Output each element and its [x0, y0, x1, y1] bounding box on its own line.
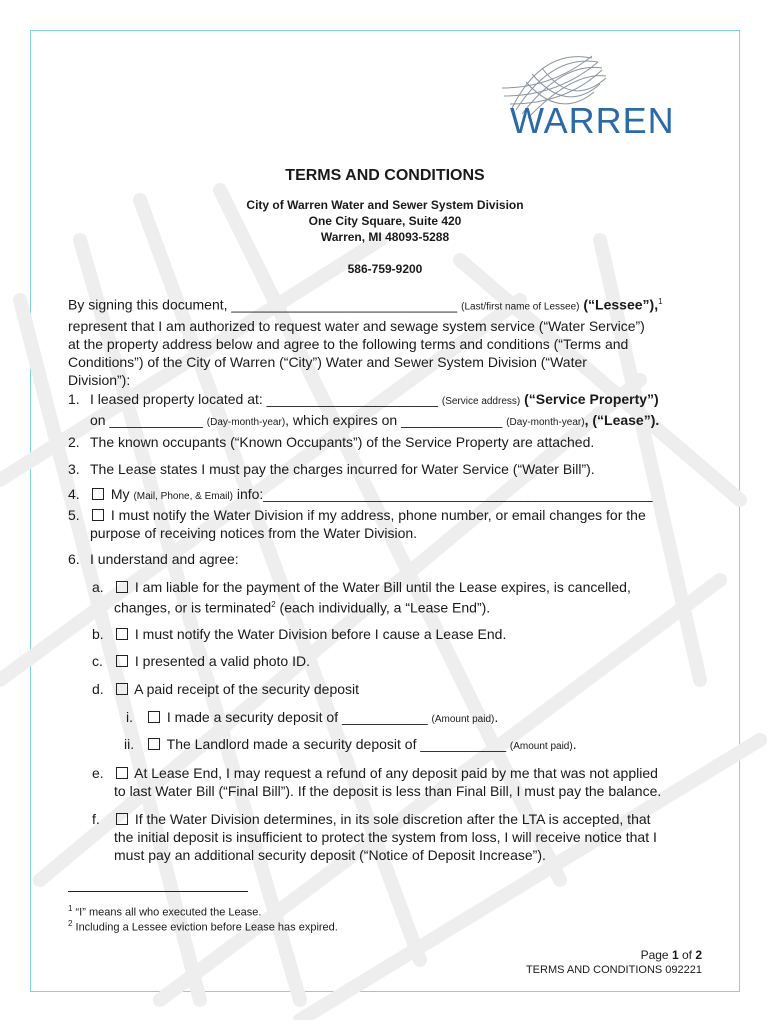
org-name: City of Warren Water and Sewer System Division	[246, 198, 524, 212]
amount-paid-hint: (Amount paid)	[509, 741, 573, 752]
subitem-f	[92, 810, 702, 864]
subitem-d-i: i. I made a security deposit of ___________ (Amount paid).	[126, 709, 499, 725]
subsub-label: i.	[126, 709, 133, 725]
checkbox[interactable]	[116, 628, 128, 640]
date-hint: (Day-month-year)	[206, 417, 286, 428]
subitem-d-text: A paid receipt of the security deposit	[134, 681, 360, 697]
subitem-d-ii-text: The Landlord made a security deposit of ___________	[166, 736, 506, 752]
lessee-term: (“Lessee”),	[583, 296, 659, 313]
subitem-label: c.	[92, 653, 103, 669]
checkbox[interactable]	[116, 813, 128, 825]
org-address-line2: Warren, MI 48093-5288	[320, 230, 450, 244]
checkbox[interactable]	[116, 581, 128, 593]
lease-end-term: (each individually, a “Lease End”).	[275, 599, 491, 616]
warren-logo-text: WARREN	[510, 100, 675, 141]
intro-line1-text: By signing this document, _____________________________	[68, 296, 458, 313]
subitem-c	[92, 652, 702, 670]
subitem-a-line1: I am liable for the payment of the Water Bill until the Lease expires, is cancelled,	[134, 579, 631, 595]
list-item-6	[68, 550, 702, 568]
checkbox[interactable]	[92, 509, 104, 521]
date-hint: (Day-month-year)	[506, 417, 585, 428]
contact-info-blank: info:__________________________________________________	[236, 486, 653, 502]
footnote-mark: 1	[68, 904, 73, 913]
item4-text: My	[110, 486, 130, 502]
page-total: 2	[695, 948, 702, 962]
page-number	[641, 948, 702, 962]
service-address-hint: (Service address)	[441, 396, 521, 407]
subitem-label: f.	[92, 811, 100, 827]
subitem-c-text: I presented a valid photo ID.	[134, 653, 310, 669]
item-number: 5.	[68, 507, 80, 523]
subitem-f-line3: must pay an additional security deposit (“Notice of Deposit Increase”).	[114, 847, 546, 863]
footnote-ref-1: 1	[658, 297, 663, 306]
subitem-a-line2: changes, or is terminated	[114, 599, 272, 616]
item-number: 6.	[68, 551, 80, 567]
item-number: 2.	[68, 434, 80, 450]
subitem-a	[92, 578, 702, 617]
item-number: 3.	[68, 461, 80, 477]
footnote-mark: 2	[68, 919, 73, 928]
document-id: TERMS AND CONDITIONS 092221	[525, 964, 702, 976]
list-item-2	[68, 433, 702, 451]
item5-line2: purpose of receiving notices from the Water Division.	[90, 525, 418, 541]
footnote-divider	[68, 891, 248, 892]
intro-paragraph	[68, 293, 702, 389]
item3-text: The Lease states I must pay the charges incurred for Water Service (“Water Bill”).	[90, 461, 595, 477]
amount-paid-hint: (Amount paid)	[431, 714, 495, 725]
subitem-f-line1: If the Water Division determines, in its sole discretion after the LTA is accepted, that	[134, 811, 651, 827]
intro-line4: Conditions”) of the City of Warren (“City”) Water and Sewer System Division (“Water	[68, 353, 587, 370]
checkbox[interactable]	[116, 767, 128, 779]
lease-expiry-text: , which expires on _____________	[285, 412, 503, 428]
contact-info-hint: (Mail, Phone, & Email)	[133, 491, 233, 502]
footnote-text: Including a Lessee eviction before Lease has expired.	[72, 921, 338, 934]
page-current: 1	[671, 948, 679, 962]
org-phone: 586-759-9200	[347, 262, 423, 276]
subitem-e-line1: At Lease End, I may request a refund of any deposit paid by me that was not applied	[134, 765, 658, 781]
subitem-label: a.	[92, 579, 104, 595]
page-prefix: Page	[640, 948, 672, 962]
list-item-5	[68, 506, 702, 542]
footnote-ref-2: 2	[271, 600, 276, 609]
list-item-4	[68, 485, 702, 506]
subitem-d-ii: ii. The Landlord made a security deposit of ___________ (Amount paid).	[124, 736, 577, 752]
subitem-b-text: I must notify the Water Division before I cause a Lease End.	[134, 626, 507, 642]
subitem-e-line2: to last Water Bill (“Final Bill”). If the deposit is less than Final Bill, I must pay the balance.	[114, 783, 662, 799]
list-item-1	[68, 390, 702, 432]
footnote-2	[68, 917, 338, 935]
item1-text: I leased property located at: ______________________	[90, 391, 438, 407]
subitem-b	[92, 625, 702, 643]
page-of: of	[678, 948, 696, 962]
item2-text: The known occupants (“Known Occupants”) of the Service Property are attached.	[90, 434, 595, 450]
service-property-term: (“Service Property”)	[524, 391, 659, 407]
subitem-d-i-text: I made a security deposit of ___________	[166, 709, 428, 725]
item-number: 1.	[68, 391, 80, 407]
checkbox[interactable]	[148, 711, 160, 723]
list-item-3	[68, 460, 702, 478]
checkbox[interactable]	[116, 683, 128, 695]
footnote-text: “I” means all who executed the Lease.	[72, 906, 262, 919]
checkbox[interactable]	[116, 655, 128, 667]
subitem-e	[92, 764, 702, 800]
lease-term: , (“Lease”).	[584, 412, 660, 428]
item-number: 4.	[68, 486, 80, 502]
subitem-label: b.	[92, 626, 104, 642]
lease-start-blank: on ____________	[90, 412, 203, 428]
document-title: TERMS AND CONDITIONS	[285, 167, 485, 184]
intro-line5: Division”):	[68, 371, 131, 388]
checkbox[interactable]	[92, 488, 104, 500]
intro-line2: represent that I am authorized to request water and sewage system service (“Water Service”)	[68, 317, 645, 334]
lessee-name-hint: (Last/first name of Lessee)	[461, 301, 580, 313]
org-address-line1: One City Square, Suite 420	[308, 214, 462, 228]
intro-line3: at the property address below and agree to the following terms and conditions (“Terms and	[68, 335, 629, 352]
subsub-label: ii.	[124, 736, 135, 752]
subitem-label: d.	[92, 681, 104, 697]
subitem-d	[92, 680, 702, 698]
checkbox[interactable]	[148, 738, 160, 750]
subitem-f-line2: the initial deposit is insufficient to protect the system from loss, I will receive notice that I	[114, 829, 657, 845]
item6-text: I understand and agree:	[90, 551, 239, 567]
subitem-label: e.	[92, 765, 104, 781]
item5-line1: I must notify the Water Division if my address, phone number, or email changes for the	[110, 507, 646, 523]
